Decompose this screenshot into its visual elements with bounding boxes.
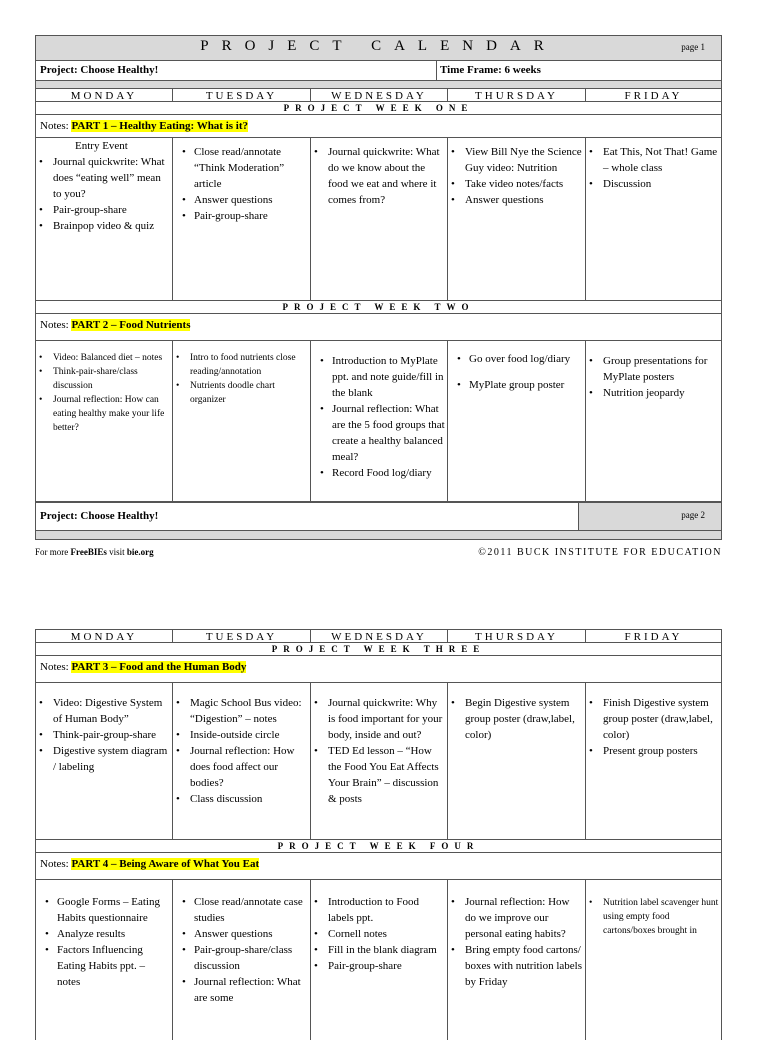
- list-item: • Nutrition label scavenger hunt using empty food cartons/boxes brought in: [589, 896, 719, 938]
- list-item: • Class discussion: [176, 791, 308, 807]
- cell-thursday: [448, 880, 586, 1040]
- list-item: • Factors Influencing Eating Habits ppt. – notes: [39, 942, 170, 990]
- list-item: • Intro to food nutrients close reading/annotation: [176, 351, 308, 379]
- calendar-title-bar: [35, 35, 722, 61]
- part-title: PART 2 – Food Nutrients: [71, 319, 191, 331]
- list-item: • Close read/annotate case studies: [176, 894, 308, 926]
- list-item: • Introduction to Food labels ppt.: [314, 894, 445, 926]
- list-item: • View Bill Nye the Science Guy video: Nutrition: [451, 144, 583, 176]
- day-thursday: THURSDAY: [448, 630, 586, 642]
- page-credit: [35, 547, 722, 561]
- project-name: Project: Choose Healthy!: [40, 64, 159, 76]
- list-item: • Fill in the blank diagram: [314, 942, 445, 958]
- list-item: • Cornell notes: [314, 926, 445, 942]
- time-frame: Time Frame: 6 weeks: [440, 64, 541, 76]
- list-item: • Magic School Bus video: “Digestion” – notes: [176, 695, 308, 727]
- cell-friday: [586, 683, 721, 839]
- cell-tuesday: [173, 880, 311, 1040]
- day-friday: FRIDAY: [624, 90, 683, 102]
- cell-monday: [36, 341, 173, 501]
- day-friday: FRIDAY: [624, 631, 683, 643]
- project-info-row: [35, 61, 722, 81]
- list-item: • MyPlate group poster: [451, 377, 583, 393]
- day-monday: MONDAY: [36, 89, 173, 101]
- cell-tuesday: [173, 683, 311, 839]
- copyright: ©2011 BUCK INSTITUTE FOR EDUCATION: [478, 547, 722, 558]
- list-item: • Brainpop video & quiz: [39, 218, 170, 234]
- week-cells: [35, 341, 722, 502]
- part-title: PART 3 – Food and the Human Body: [71, 661, 247, 673]
- cell-wednesday: [311, 138, 448, 300]
- page-number: page 1: [681, 42, 705, 52]
- cell-monday: [36, 880, 173, 1040]
- day-thursday: THURSDAY: [448, 89, 586, 101]
- list-item: • Pair-group-share: [314, 958, 445, 974]
- day-header-row: [35, 629, 722, 643]
- list-item: • Journal quickwrite: Why is food important for your body, inside and out?: [314, 695, 445, 743]
- list-item: • Digestive system diagram / labeling: [39, 743, 170, 775]
- list-item: • Pair-group-share/class discussion: [176, 942, 308, 974]
- part-title: PART 4 – Being Aware of What You Eat: [71, 858, 260, 870]
- list-item: • Pair-group-share: [39, 202, 170, 218]
- calendar-title: PROJECT CALENDAR: [200, 38, 557, 54]
- cell-friday: [586, 341, 721, 501]
- list-item: • Answer questions: [176, 926, 308, 942]
- list-item: • Video: Digestive System of Human Body”: [39, 695, 170, 727]
- list-item: • Inside-outside circle: [176, 727, 308, 743]
- list-item: • Journal reflection: How can eating healthy make your life better?: [39, 393, 170, 435]
- list-item: • Eat This, Not That! Game – whole class: [589, 144, 719, 176]
- list-item: • Analyze results: [39, 926, 170, 942]
- list-item: • TED Ed lesson – “How the Food You Eat Affects Your Brain” – discussion & posts: [314, 743, 445, 807]
- week-cells: [35, 683, 722, 840]
- list-item: • Nutrients doodle chart organizer: [176, 379, 308, 407]
- cell-tuesday: [173, 138, 311, 300]
- list-item: • Bring empty food cartons/ boxes with nutrition labels by Friday: [451, 942, 583, 990]
- day-wednesday: WEDNESDAY: [311, 630, 448, 642]
- list-item: • Journal reflection: How does food affect our bodies?: [176, 743, 308, 791]
- list-item: • Close read/annotate “Think Moderation” article: [176, 144, 308, 192]
- day-header-row: [35, 89, 722, 102]
- list-item: • Finish Digestive system group poster (draw,label, color): [589, 695, 719, 743]
- cell-wednesday: [311, 683, 448, 839]
- list-item: • Group presentations for MyPlate posters: [589, 353, 719, 385]
- list-item: • Video: Balanced diet – notes: [39, 351, 170, 365]
- calendar-page-1: [35, 35, 722, 540]
- week-cells: [35, 880, 722, 1040]
- list-item: • Begin Digestive system group poster (draw,label, color): [451, 695, 583, 743]
- cell-friday: [586, 138, 721, 300]
- list-item: • Record Food log/diary: [314, 465, 445, 481]
- list-item: • Journal quickwrite: What do we know about the food we eat and where it comes from?: [314, 144, 445, 208]
- list-item: • Discussion: [589, 176, 719, 192]
- list-item: • Journal reflection: How do we improve our personal eating habits?: [451, 894, 583, 942]
- week-label: PROJECT WEEK THREE: [35, 643, 722, 656]
- cell-wednesday: [311, 880, 448, 1040]
- freebies-credit: For more FreeBIEs visit bie.org: [35, 547, 154, 557]
- cell-tuesday: [173, 341, 311, 501]
- list-item: • Journal reflection: What are some: [176, 974, 308, 1006]
- cell-monday: Entry Event • Journal quickwrite: What does “eating well” mean to you? • Pair-group-share • Brainpop video & quiz: [36, 138, 173, 300]
- project-name: Project: Choose Healthy!: [40, 510, 159, 522]
- list-item: • Journal quickwrite: What does “eating well” mean to you?: [39, 154, 170, 202]
- list-item: • Introduction to MyPlate ppt. and note guide/fill in the blank: [314, 353, 445, 401]
- week-label: PROJECT WEEK ONE: [35, 102, 722, 115]
- notes-row: Notes: PART 3 – Food and the Human Body: [35, 656, 722, 683]
- week-label: PROJECT WEEK TWO: [35, 301, 722, 314]
- week-cells: [35, 138, 722, 301]
- cell-thursday: [448, 138, 586, 300]
- cell-monday: [36, 683, 173, 839]
- list-item: • Answer questions: [176, 192, 308, 208]
- day-tuesday: TUESDAY: [173, 630, 311, 642]
- notes-row: Notes: PART 2 – Food Nutrients: [35, 314, 722, 341]
- notes-row: Notes: PART 1 – Healthy Eating: What is it?: [35, 115, 722, 138]
- part-title: PART 1 – Healthy Eating: What is it?: [71, 120, 249, 132]
- list-item: • Answer questions: [451, 192, 583, 208]
- cell-thursday: [448, 341, 586, 501]
- list-item: • Nutrition jeopardy: [589, 385, 719, 401]
- list-item: • Take video notes/facts: [451, 176, 583, 192]
- list-item: • Present group posters: [589, 743, 719, 759]
- day-wednesday: WEDNESDAY: [311, 89, 448, 101]
- list-item: • Think-pair-share/class discussion: [39, 365, 170, 393]
- page-footer-row: [35, 502, 722, 531]
- bie-link[interactable]: bie.org: [126, 547, 154, 557]
- day-monday: MONDAY: [36, 630, 173, 642]
- list-item: • Go over food log/diary: [451, 351, 583, 367]
- calendar-page-2: [35, 629, 722, 1040]
- cell-wednesday: [311, 341, 448, 501]
- day-tuesday: TUESDAY: [173, 89, 311, 101]
- week-label: PROJECT WEEK FOUR: [35, 840, 722, 853]
- cell-thursday: [448, 683, 586, 839]
- notes-row: Notes: PART 4 – Being Aware of What You Eat: [35, 853, 722, 880]
- list-item: • Google Forms – Eating Habits questionnaire: [39, 894, 170, 926]
- list-item: • Journal reflection: What are the 5 food groups that create a healthy balanced meal?: [314, 401, 445, 465]
- list-item: • Think-pair-group-share: [39, 727, 170, 743]
- list-item: • Pair-group-share: [176, 208, 308, 224]
- cell-friday: [586, 880, 721, 1040]
- page-number: page 2: [681, 510, 705, 520]
